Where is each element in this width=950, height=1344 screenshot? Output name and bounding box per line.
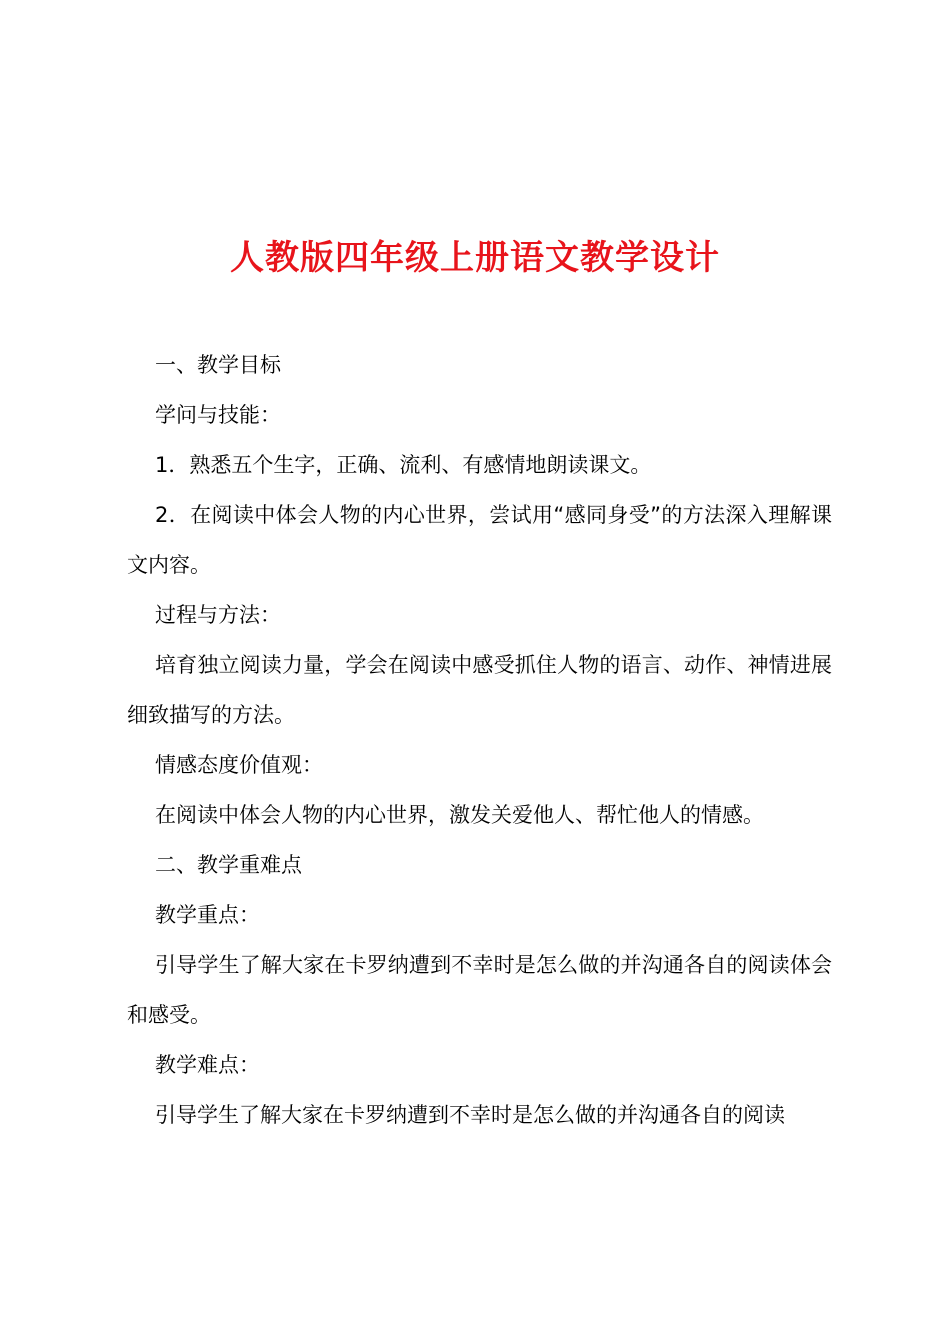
paragraph: 在阅读中体会人物的内心世界，激发关爱他人、帮忙他人的情感。 [155,803,764,827]
document-body [127,340,832,1140]
section-heading-key-difficult: 二、教学重难点 [155,853,302,877]
paragraph: 2．在阅读中体会人物的内心世界，尝试用“感同身受”的方法深入理解课文内容。 [127,503,832,577]
paragraph: 培育独立阅读力量，学会在阅读中感受抓住人物的语言、动作、神情进展细致描写的方法。 [127,653,832,727]
paragraph: 引导学生了解大家在卡罗纳遭到不幸时是怎么做的并沟通各自的阅读 [155,1103,785,1127]
subheading-emotion-values: 情感态度价值观： [155,753,323,777]
subheading-difficult-points: 教学难点： [155,1053,260,1077]
document-title: 人教版四年级上册语文教学设计 [230,237,720,278]
subheading-process-method: 过程与方法： [155,603,281,627]
section-heading-objectives: 一、教学目标 [155,353,281,377]
subheading-key-points: 教学重点： [155,903,260,927]
paragraph: 1．熟悉五个生字，正确、流利、有感情地朗读课文。 [155,453,652,477]
subheading-knowledge-skills: 学问与技能： [155,403,281,427]
paragraph: 引导学生了解大家在卡罗纳遭到不幸时是怎么做的并沟通各自的阅读体会和感受。 [127,953,832,1027]
